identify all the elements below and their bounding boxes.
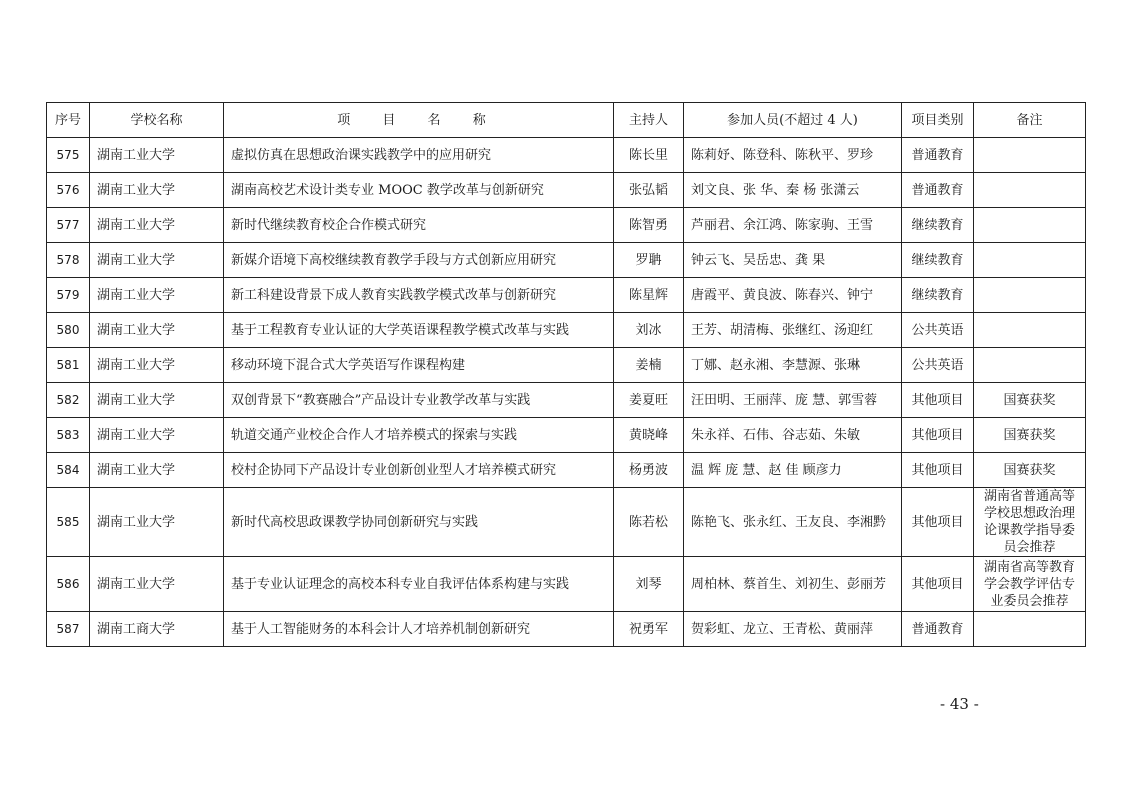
row-seq: 576	[47, 173, 90, 208]
row-project: 基于人工智能财务的本科会计人才培养机制创新研究	[224, 612, 614, 647]
table-row	[47, 173, 1086, 208]
row-school: 湖南工业大学	[90, 348, 224, 383]
row-members: 朱永祥、石伟、谷志茹、朱敏	[684, 418, 902, 453]
row-school: 湖南工业大学	[90, 488, 224, 557]
row-host: 刘琴	[614, 557, 684, 612]
row-project: 基于专业认证理念的高校本科专业自我评估体系构建与实践	[224, 557, 614, 612]
row-note	[974, 348, 1086, 383]
row-members: 丁娜、赵永湘、李慧源、张琳	[684, 348, 902, 383]
table-row	[47, 488, 1086, 557]
row-category: 继续教育	[902, 243, 974, 278]
row-members: 温 辉 庞 慧、赵 佳 顾彦力	[684, 453, 902, 488]
row-project: 新工科建设背景下成人教育实践教学模式改革与创新研究	[224, 278, 614, 313]
table-row	[47, 208, 1086, 243]
row-host: 黄晓峰	[614, 418, 684, 453]
row-project: 新媒介语境下高校继续教育教学手段与方式创新应用研究	[224, 243, 614, 278]
row-category: 其他项目	[902, 453, 974, 488]
row-note	[974, 208, 1086, 243]
table-row	[47, 243, 1086, 278]
header-row	[47, 103, 1086, 138]
table-row	[47, 383, 1086, 418]
row-school: 湖南工业大学	[90, 208, 224, 243]
row-members: 芦丽君、余江鸿、陈家驹、王雪	[684, 208, 902, 243]
row-seq: 580	[47, 313, 90, 348]
header-members: 参加人员(不超过 4 人)	[684, 103, 902, 138]
row-host: 杨勇波	[614, 453, 684, 488]
table-row	[47, 612, 1086, 647]
row-seq: 584	[47, 453, 90, 488]
row-seq: 585	[47, 488, 90, 557]
row-host: 姜夏旺	[614, 383, 684, 418]
header-note: 备注	[974, 103, 1086, 138]
row-note: 湖南省高等教育学会教学评估专业委员会推荐	[974, 557, 1086, 612]
row-seq: 577	[47, 208, 90, 243]
row-category: 继续教育	[902, 208, 974, 243]
table-row	[47, 453, 1086, 488]
row-category: 公共英语	[902, 348, 974, 383]
row-school: 湖南工商大学	[90, 612, 224, 647]
row-category: 其他项目	[902, 418, 974, 453]
row-project: 湖南高校艺术设计类专业 MOOC 教学改革与创新研究	[224, 173, 614, 208]
row-seq: 578	[47, 243, 90, 278]
table-row	[47, 557, 1086, 612]
row-host: 陈若松	[614, 488, 684, 557]
header-school: 学校名称	[90, 103, 224, 138]
row-note	[974, 278, 1086, 313]
table-row	[47, 313, 1086, 348]
row-host: 罗聃	[614, 243, 684, 278]
row-category: 普通教育	[902, 138, 974, 173]
row-project: 双创背景下“教赛融合”产品设计专业教学改革与实践	[224, 383, 614, 418]
table-row	[47, 348, 1086, 383]
row-host: 陈智勇	[614, 208, 684, 243]
row-note	[974, 138, 1086, 173]
row-seq: 587	[47, 612, 90, 647]
row-seq: 575	[47, 138, 90, 173]
row-host: 陈星辉	[614, 278, 684, 313]
row-members: 刘文良、张 华、秦 杨 张潇云	[684, 173, 902, 208]
row-note	[974, 612, 1086, 647]
row-school: 湖南工业大学	[90, 313, 224, 348]
row-members: 钟云飞、吴岳忠、龚 果	[684, 243, 902, 278]
row-note: 湖南省普通高等学校思想政治理论课教学指导委员会推荐	[974, 488, 1086, 557]
row-note: 国赛获奖	[974, 418, 1086, 453]
row-seq: 579	[47, 278, 90, 313]
header-project: 项 目 名 称	[224, 103, 614, 138]
row-host: 刘冰	[614, 313, 684, 348]
row-school: 湖南工业大学	[90, 383, 224, 418]
row-host: 张弘韬	[614, 173, 684, 208]
row-category: 普通教育	[902, 173, 974, 208]
row-school: 湖南工业大学	[90, 453, 224, 488]
row-project: 新时代高校思政课教学协同创新研究与实践	[224, 488, 614, 557]
header-host: 主持人	[614, 103, 684, 138]
row-note	[974, 313, 1086, 348]
row-note	[974, 173, 1086, 208]
row-members: 周柏林、蔡首生、刘初生、彭丽芳	[684, 557, 902, 612]
row-members: 贺彩虹、龙立、王青松、黄丽萍	[684, 612, 902, 647]
table-row	[47, 418, 1086, 453]
row-category: 继续教育	[902, 278, 974, 313]
row-note: 国赛获奖	[974, 453, 1086, 488]
row-host: 姜楠	[614, 348, 684, 383]
row-project: 新时代继续教育校企合作模式研究	[224, 208, 614, 243]
project-table	[46, 102, 1086, 647]
row-category: 普通教育	[902, 612, 974, 647]
row-school: 湖南工业大学	[90, 557, 224, 612]
row-project: 移动环境下混合式大学英语写作课程构建	[224, 348, 614, 383]
header-seq: 序号	[47, 103, 90, 138]
row-category: 其他项目	[902, 383, 974, 418]
row-category: 公共英语	[902, 313, 974, 348]
row-seq: 583	[47, 418, 90, 453]
table-row	[47, 278, 1086, 313]
page-number: - 43 -	[940, 695, 979, 713]
row-school: 湖南工业大学	[90, 418, 224, 453]
row-school: 湖南工业大学	[90, 278, 224, 313]
row-project: 虚拟仿真在思想政治课实践教学中的应用研究	[224, 138, 614, 173]
row-project: 轨道交通产业校企合作人才培养模式的探索与实践	[224, 418, 614, 453]
table-row	[47, 138, 1086, 173]
row-host: 祝勇军	[614, 612, 684, 647]
row-project: 基于工程教育专业认证的大学英语课程教学模式改革与实践	[224, 313, 614, 348]
row-members: 陈艳飞、张永红、王友良、李湘黔	[684, 488, 902, 557]
row-school: 湖南工业大学	[90, 173, 224, 208]
row-members: 汪田明、王丽萍、庞 慧、郭雪蓉	[684, 383, 902, 418]
row-host: 陈长里	[614, 138, 684, 173]
row-category: 其他项目	[902, 557, 974, 612]
row-seq: 582	[47, 383, 90, 418]
row-seq: 581	[47, 348, 90, 383]
row-members: 唐霞平、黄良波、陈春兴、钟宁	[684, 278, 902, 313]
header-category: 项目类别	[902, 103, 974, 138]
row-members: 陈莉妤、陈登科、陈秋平、罗珍	[684, 138, 902, 173]
row-school: 湖南工业大学	[90, 138, 224, 173]
row-note: 国赛获奖	[974, 383, 1086, 418]
row-project: 校村企协同下产品设计专业创新创业型人才培养模式研究	[224, 453, 614, 488]
row-members: 王芳、胡清梅、张继红、汤迎红	[684, 313, 902, 348]
row-note	[974, 243, 1086, 278]
row-seq: 586	[47, 557, 90, 612]
row-school: 湖南工业大学	[90, 243, 224, 278]
row-category: 其他项目	[902, 488, 974, 557]
